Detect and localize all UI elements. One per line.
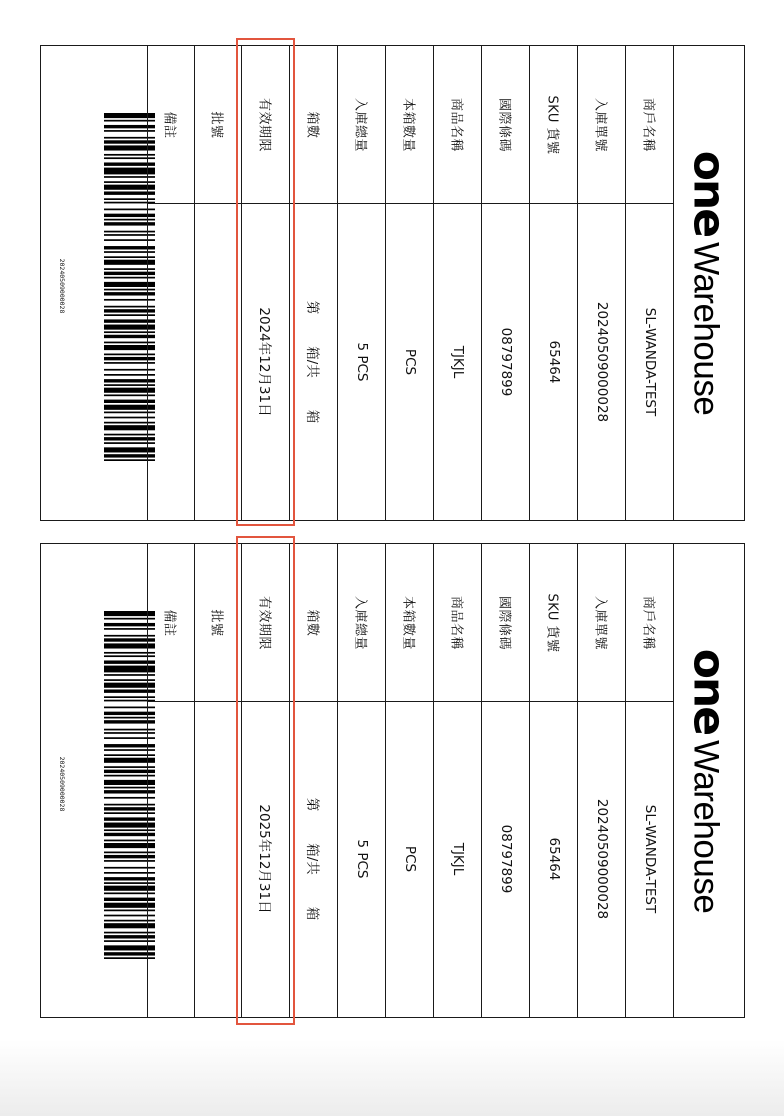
field-label-ean: 國際條碼 (496, 97, 511, 152)
row-inbound-no (577, 46, 625, 520)
field-label-remarks: 備註 (161, 110, 177, 139)
field-label-box-qty: 本箱數量 (400, 97, 415, 152)
row-ean (481, 544, 529, 1017)
value-sku: 65464 (545, 340, 562, 383)
value-total-qty: 5 PCS (353, 341, 370, 382)
value-inbound-no: 20240509000028 (593, 798, 610, 920)
value-remarks (148, 701, 194, 1017)
value-sku: 65464 (545, 837, 562, 881)
page-bottom-shade (0, 1040, 784, 1116)
value-product: TJKJL (449, 345, 466, 378)
value-product: TJKJL (449, 842, 466, 876)
barcode-number: 20240509000028 (58, 756, 66, 812)
field-label-expiry: 有效期限 (256, 97, 271, 152)
value-expiry: 2025年12月31日 (255, 804, 272, 914)
field-label-inbound-no: 入庫單號 (592, 97, 607, 152)
row-expiry (241, 544, 289, 1017)
row-merchant (625, 46, 673, 520)
row-sku (529, 544, 577, 1017)
field-label-total-qty: 入庫總量 (352, 595, 367, 650)
field-label-sku: SKU 貨號 (544, 592, 559, 653)
row-product (433, 544, 481, 1017)
row-product (433, 46, 481, 520)
logo-column (673, 544, 744, 1017)
row-remarks (147, 544, 194, 1017)
label-2 (40, 543, 745, 1018)
row-sku (529, 46, 577, 520)
field-label-ean: 國際條碼 (496, 595, 511, 650)
field-label-inbound-no: 入庫單號 (592, 595, 607, 650)
field-label-box-count: 箱數 (304, 110, 319, 139)
row-total-qty (337, 544, 385, 1017)
brand-logo: one Warehouse (683, 648, 735, 913)
value-batch (195, 203, 241, 520)
row-box-qty (385, 46, 433, 520)
row-merchant (625, 544, 673, 1017)
value-box-qty: PCS (401, 348, 418, 375)
field-label-box-qty: 本箱數量 (400, 595, 415, 650)
value-box-count: 第箱/共箱 (303, 300, 320, 423)
row-remarks (147, 46, 194, 520)
field-label-product: 商品名稱 (448, 595, 463, 650)
barcode-number: 20240509000028 (58, 258, 66, 314)
field-label-total-qty: 入庫總量 (352, 97, 367, 152)
row-expiry (241, 46, 289, 520)
value-inbound-no: 20240509000028 (593, 301, 610, 422)
row-box-count (289, 544, 337, 1017)
value-box-count: 第箱/共箱 (303, 797, 320, 921)
field-label-expiry: 有效期限 (256, 595, 271, 650)
row-box-qty (385, 544, 433, 1017)
row-ean (481, 46, 529, 520)
row-inbound-no (577, 544, 625, 1017)
barcode-column (41, 544, 147, 1017)
value-merchant: SL-WANDA-TEST (641, 307, 658, 416)
barcode-column (41, 46, 147, 520)
value-remarks (148, 203, 194, 520)
row-box-count (289, 46, 337, 520)
value-merchant: SL-WANDA-TEST (641, 804, 658, 914)
value-expiry: 2024年12月31日 (255, 306, 272, 417)
field-label-remarks: 備註 (161, 608, 177, 637)
field-label-merchant: 商戶名稱 (640, 97, 655, 152)
row-total-qty (337, 46, 385, 520)
field-label-sku: SKU 貨號 (544, 94, 559, 155)
field-label-merchant: 商戶名稱 (640, 595, 655, 650)
row-batch (194, 46, 241, 520)
field-label-batch: 批號 (208, 110, 224, 139)
field-label-batch: 批號 (208, 608, 224, 637)
field-label-box-count: 箱數 (304, 608, 319, 637)
value-box-qty: PCS (401, 845, 418, 873)
value-ean: 08797899 (497, 824, 514, 894)
logo-column (673, 46, 744, 520)
label-1 (40, 45, 745, 521)
value-ean: 08797899 (497, 327, 514, 396)
brand-logo: one Warehouse (683, 150, 735, 416)
field-label-product: 商品名稱 (448, 97, 463, 152)
row-batch (194, 544, 241, 1017)
value-total-qty: 5 PCS (353, 839, 370, 879)
value-batch (195, 701, 241, 1017)
